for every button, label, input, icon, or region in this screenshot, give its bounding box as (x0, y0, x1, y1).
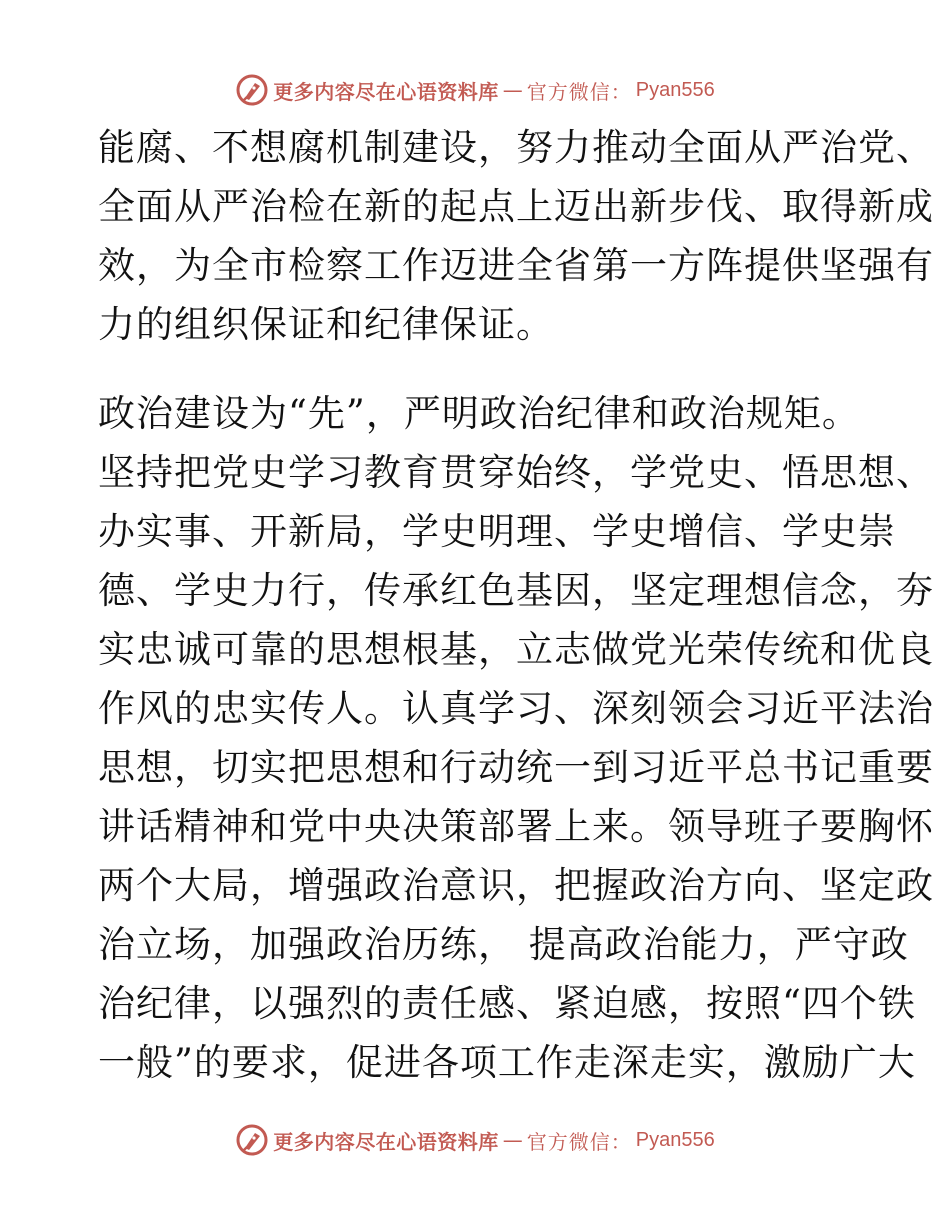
text-line: 实忠诚可靠的思想根基，立志做党光荣传统和优良 (98, 628, 934, 671)
page-header (0, 70, 950, 110)
fountain-pen-logo-icon (235, 73, 269, 107)
text-line: 治纪律，以强烈的责任感、紧迫感，按照“四个铁 (98, 982, 916, 1025)
text-line: 办实事、开新局，学史明理、学史增信、学史崇 (98, 510, 896, 553)
text-line: 讲话精神和党中央决策部署上来。领导班子要胸怀 (98, 805, 934, 848)
text-line: 力的组织保证和纪律保证。 (98, 303, 554, 346)
paragraph (98, 384, 934, 1092)
paragraph (98, 118, 934, 354)
paragraph-gap (98, 354, 854, 384)
text-line: 效，为全市检察工作迈进全省第一方阵提供坚强有 (98, 244, 934, 287)
document-body (98, 118, 934, 1092)
text-line: 坚持把党史学习教育贯穿始终，学党史、悟思想、 (98, 451, 934, 494)
footer-wechat-id: Pyan556 (635, 1128, 715, 1151)
header-official-label: 官方微信： (526, 79, 632, 104)
text-line: 一般”的要求，促进各项工作走深走实，激励广大 (98, 1041, 916, 1084)
footer-brand (235, 1123, 714, 1157)
text-line: 政治建设为“先”，严明政治纪律和政治规矩。 (98, 392, 860, 435)
text-line: 全面从严治检在新的起点上迈出新步伐、取得新成 (98, 185, 934, 228)
header-brand-text: 更多内容尽在心语资料库 (273, 79, 499, 104)
text-line: 治立场，加强政治历练， 提高政治能力，严守政 (98, 923, 909, 966)
text-line: 两个大局，增强政治意识，把握政治方向、坚定政 (98, 864, 934, 907)
text-line: 能腐、不想腐机制建设，努力推动全面从严治党、 (98, 126, 934, 169)
footer-separator: — (502, 1128, 523, 1152)
text-line: 思想，切实把思想和行动统一到习近平总书记重要 (98, 746, 934, 789)
footer-official-label: 官方微信： (526, 1129, 632, 1154)
footer-brand-text: 更多内容尽在心语资料库 (273, 1129, 499, 1154)
header-brand (235, 73, 714, 107)
header-wechat-id: Pyan556 (635, 78, 715, 101)
fountain-pen-logo-icon (235, 1123, 269, 1157)
text-line: 作风的忠实传人。认真学习、深刻领会习近平法治 (98, 687, 934, 730)
page-footer (0, 1120, 950, 1160)
header-separator: — (502, 78, 523, 102)
text-line: 德、学史力行，传承红色基因，坚定理想信念，夯 (98, 569, 934, 612)
